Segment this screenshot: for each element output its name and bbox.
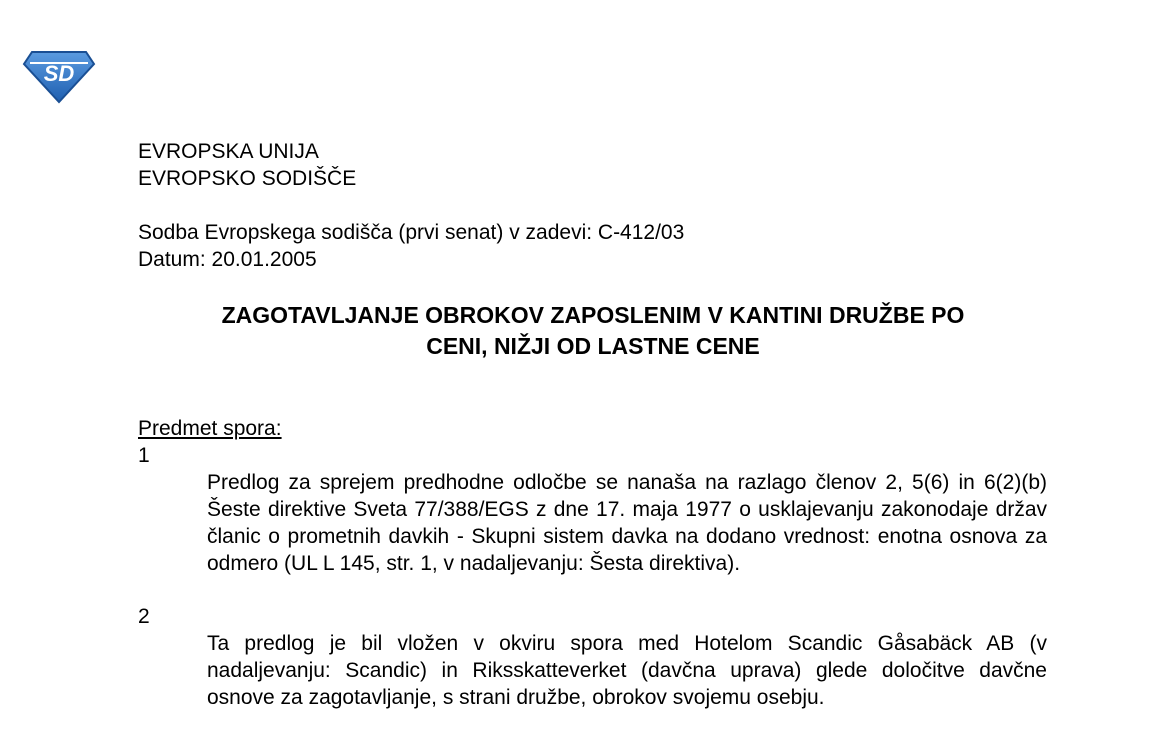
sd-shield-logo-icon [22, 48, 96, 104]
title-line-1: ZAGOTAVLJANJE OBROKOV ZAPOSLENIM V KANTINI DRUŽBE PO [221, 302, 965, 328]
title-line-2: CENI, NIŽJI OD LASTNE CENE [426, 333, 760, 359]
item-number: 2 [138, 605, 150, 628]
org-line-eu: EVROPSKA UNIJA [138, 140, 319, 163]
case-date: Datum: 20.01.2005 [138, 248, 317, 271]
item-number: 1 [138, 444, 150, 467]
document-title [138, 300, 1048, 362]
svg-text:SD: SD [43, 61, 75, 86]
case-judgment: Sodba Evropskega sodišča (prvi senat) v zadevi: C-412/03 [138, 221, 685, 244]
section-heading: Predmet spora: [138, 417, 282, 440]
org-line-court: EVROPSKO SODIŠČE [138, 167, 357, 190]
item-paragraph: Predlog za sprejem predhodne odločbe se nanaša na razlago členov 2, 5(6) in 6(2)(b) Šeste direktive Sveta 77/388/EGS z dne 17. maja 1977 o usklajevanju zakonodaje držav članic o prometnih davkih - Skupni sistem davka na dodano vrednost: enotna osnova za odmero (UL L 145, str. 1, v nadaljevanju: Šesta direktiva). [207, 471, 1047, 575]
item-paragraph: Ta predlog je bil vložen v okviru spora med Hotelom Scandic Gåsabäck AB (v nadaljevanju: Scandic) in Riksskatteverket (davčna uprava) glede določitve davčne osnove za zagotavljanje, s strani družbe, obrokov svojemu osebju. [207, 632, 1047, 709]
